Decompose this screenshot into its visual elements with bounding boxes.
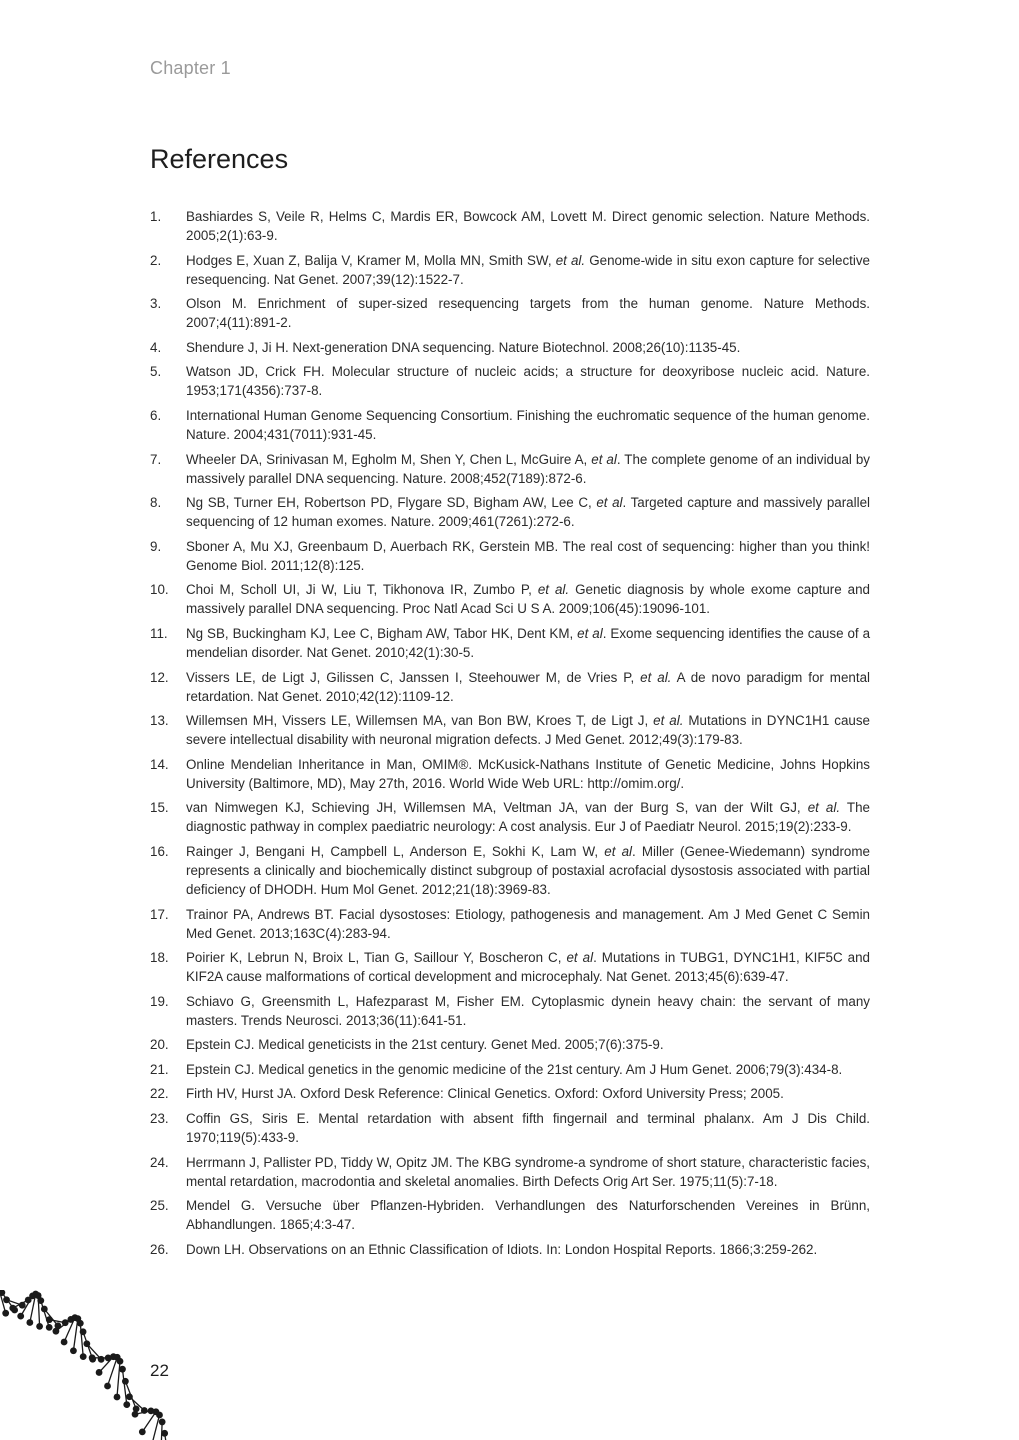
reference-number: 10.: [150, 582, 169, 598]
reference-number: 25.: [150, 1198, 169, 1214]
page-title: References: [150, 144, 289, 174]
reference-item: [150, 362, 870, 400]
reference-text: Mendel G. Versuche über Pflanzen-Hybriden. Verhandlungen des Naturforschenden Vereines in Brünn, Abhandlungen. 1865;4:3-47.: [186, 1198, 870, 1233]
reference-number: 6.: [150, 407, 162, 423]
reference-item: [150, 798, 870, 836]
reference-item: [150, 251, 870, 289]
reference-number: 21.: [150, 1061, 169, 1077]
reference-text: Vissers LE, de Ligt J, Gilissen C, Janssen I, Steehouwer M, de Vries P, et al. A de novo paradigm for mental retardation. Nat Genet. 2010;42(12):1109-12.: [186, 669, 871, 704]
reference-text: Ng SB, Turner EH, Robertson PD, Flygare SD, Bigham AW, Lee C, et al. Targeted capture and massively parallel sequencing of 12 human exomes. Nature. 2009;461(7261):272-6.: [186, 495, 870, 530]
reference-text: Shendure J, Ji H. Next-generation DNA sequencing. Nature Biotechnol. 2008;26(10):1135-45.: [186, 339, 741, 355]
reference-number: 14.: [150, 756, 169, 772]
reference-text: Trainor PA, Andrews BT. Facial dysostoses: Etiology, pathogenesis and management. Am J Med Genet C Semin Med Genet. 2013;163C(4):283-94.: [186, 906, 870, 941]
reference-text: Poirier K, Lebrun N, Broix L, Tian G, Saillour Y, Boscheron C, et al. Mutations in TUBG1, DYNC1H1, KIF5C and KIF2A cause malformations of cortical development and microcephaly. Nat Genet. 2013;45(6):639-47.: [186, 950, 870, 985]
reference-text: Olson M. Enrichment of super-sized resequencing targets from the human genome. Nature Methods. 2007;4(11):891-2.: [186, 296, 870, 331]
reference-item: [150, 1109, 870, 1147]
reference-item: [150, 450, 870, 488]
reference-text: Wheeler DA, Srinivasan M, Egholm M, Shen Y, Chen L, McGuire A, et al. The complete genome of an individual by massively parallel DNA sequencing. Nature. 2008;452(7189):872-6.: [186, 451, 870, 486]
reference-number: 2.: [150, 252, 162, 268]
reference-item: [150, 624, 870, 662]
reference-item: [150, 338, 870, 357]
reference-text: Epstein CJ. Medical genetics in the genomic medicine of the 21st century. Am J Hum Genet. 2006;79(3):434-8.: [186, 1061, 843, 1077]
reference-list: [150, 207, 870, 1264]
reference-number: 9.: [150, 538, 162, 554]
reference-number: 16.: [150, 843, 169, 859]
reference-number: 11.: [150, 625, 168, 641]
reference-text: Watson JD, Crick FH. Molecular structure of nucleic acids; a structure for deoxyribose nucleic acid. Nature. 1953;171(4356):737-8.: [186, 364, 870, 399]
reference-text: Schiavo G, Greensmith L, Hafezparast M, Fisher EM. Cytoplasmic dynein heavy chain: the servant of many masters. Trends Neurosci. 2013;36(11):641-51.: [186, 993, 870, 1028]
reference-item: [150, 1060, 870, 1079]
reference-item: [150, 1240, 870, 1259]
reference-number: 15.: [150, 800, 169, 816]
reference-number: 26.: [150, 1241, 169, 1257]
reference-item: [150, 537, 870, 575]
reference-item: [150, 711, 870, 749]
reference-item: [150, 406, 870, 444]
reference-text: Epstein CJ. Medical geneticists in the 21st century. Genet Med. 2005;7(6):375-9.: [186, 1037, 664, 1053]
reference-text: Willemsen MH, Vissers LE, Willemsen MA, van Bon BW, Kroes T, de Ligt J, et al. Mutations in DYNC1H1 cause severe intellectual disability with neuronal migration defects. J Med Genet. 2012;49(3):179-83.: [186, 713, 870, 748]
reference-item: [150, 992, 870, 1030]
reference-number: 18.: [150, 950, 169, 966]
reference-number: 1.: [150, 209, 162, 224]
reference-item: [150, 1084, 870, 1103]
reference-text: International Human Genome Sequencing Consortium. Finishing the euchromatic sequence of the human genome. Nature. 2004;431(7011):931-45.: [186, 407, 870, 442]
reference-text: Firth HV, Hurst JA. Oxford Desk Reference: Clinical Genetics. Oxford: Oxford University Press; 2005.: [186, 1086, 784, 1102]
page-number: 22: [150, 1361, 169, 1380]
reference-number: 7.: [150, 451, 162, 467]
reference-number: 24.: [150, 1154, 169, 1170]
reference-item: [150, 493, 870, 531]
reference-item: [150, 1035, 870, 1054]
reference-item: [150, 948, 870, 986]
reference-number: 19.: [150, 993, 169, 1009]
dna-helix-icon: [0, 1290, 170, 1440]
reference-text: Rainger J, Bengani H, Campbell L, Anderson E, Sokhi K, Lam W, et al. Miller (Genee-Wiedemann) syndrome represents a clinically and biochemically distinct subgroup of postaxial acrofacial dysostosis associated with partial deficiency of DHODH. Hum Mol Genet. 2012;21(18):3969-83.: [186, 843, 870, 897]
reference-number: 4.: [150, 339, 162, 355]
reference-number: 23.: [150, 1111, 169, 1127]
reference-text: Ng SB, Buckingham KJ, Lee C, Bigham AW, Tabor HK, Dent KM, et al. Exome sequencing identifies the cause of a mendelian disorder. Nat Genet. 2010;42(1):30-5.: [186, 625, 871, 660]
reference-text: van Nimwegen KJ, Schieving JH, Willemsen MA, Veltman JA, van der Burg S, van der Wilt GJ, et al. The diagnostic pathway in complex paediatric neurology: A cost analysis. Eur J of Paediatr Neurol. 2015;19(2):233-9.: [186, 800, 870, 835]
reference-number: 12.: [150, 669, 169, 685]
reference-item: [150, 580, 870, 618]
reference-item: [150, 755, 870, 793]
reference-text: Coffin GS, Siris E. Mental retardation with absent fifth fingernail and terminal phalanx. Am J Dis Child. 1970;119(5):433-9.: [186, 1111, 870, 1146]
reference-text: Hodges E, Xuan Z, Balija V, Kramer M, Molla MN, Smith SW, et al. Genome-wide in situ exon capture for selective resequencing. Nat Genet. 2007;39(12):1522-7.: [186, 252, 871, 287]
reference-number: 13.: [150, 713, 169, 729]
reference-item: [150, 842, 870, 899]
reference-number: 22.: [150, 1086, 169, 1102]
reference-item: [150, 1153, 870, 1191]
reference-text: Down LH. Observations on an Ethnic Classification of Idiots. In: London Hospital Reports. 1866;3:259-262.: [186, 1241, 818, 1257]
reference-item: [150, 1196, 870, 1234]
reference-text: Sboner A, Mu XJ, Greenbaum D, Auerbach RK, Gerstein MB. The real cost of sequencing: higher than you think! Genome Biol. 2011;12(8):125.: [186, 538, 870, 573]
reference-text: Choi M, Scholl UI, Ji W, Liu T, Tikhonova IR, Zumbo P, et al. Genetic diagnosis by whole exome capture and massively parallel DNA sequencing. Proc Natl Acad Sci U S A. 2009;106(45):19096-101.: [186, 582, 871, 617]
reference-item: [150, 905, 870, 943]
reference-number: 20.: [150, 1037, 169, 1053]
reference-number: 3.: [150, 296, 162, 312]
running-head-chapter: Chapter 1: [150, 58, 231, 78]
reference-number: 8.: [150, 495, 162, 511]
reference-item: [150, 668, 870, 706]
reference-item: [150, 207, 870, 245]
reference-text: Bashiardes S, Veile R, Helms C, Mardis ER, Bowcock AM, Lovett M. Direct genomic selection. Nature Methods. 2005;2(1):63-9.: [186, 209, 870, 243]
reference-text: Online Mendelian Inheritance in Man, OMIM®. McKusick-Nathans Institute of Genetic Medicine, Johns Hopkins University (Baltimore, MD), May 27th, 2016. World Wide Web URL: http://omim.org/.: [186, 756, 870, 791]
reference-number: 17.: [150, 906, 169, 922]
reference-item: [150, 294, 870, 332]
reference-number: 5.: [150, 364, 162, 380]
reference-text: Herrmann J, Pallister PD, Tiddy W, Opitz JM. The KBG syndrome-a syndrome of short stature, characteristic facies, mental retardation, macrodontia and skeletal anomalies. Birth Defects Orig Art Ser. 1975;11(5):7-18.: [186, 1154, 870, 1189]
